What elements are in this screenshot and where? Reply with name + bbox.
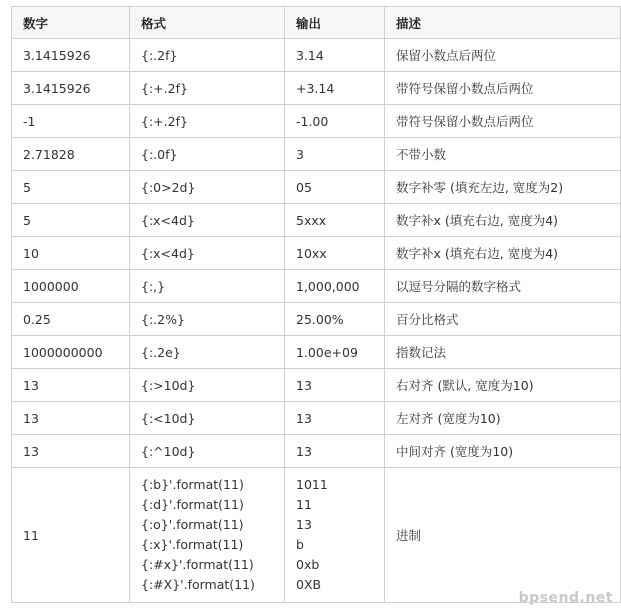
table-row-base bbox=[12, 468, 621, 603]
output-line: 0xb bbox=[296, 557, 320, 572]
table-row bbox=[12, 369, 621, 402]
cell-format: {:>10d} bbox=[130, 369, 285, 402]
format-line: {:b}'.format(11) bbox=[141, 477, 244, 492]
cell-output: -1.00 bbox=[285, 105, 385, 138]
cell-output-list bbox=[285, 468, 385, 603]
cell-number: -1 bbox=[12, 105, 130, 138]
table-row bbox=[12, 39, 621, 72]
format-line: {:x}'.format(11) bbox=[141, 537, 244, 552]
cell-description: 保留小数点后两位 bbox=[385, 39, 621, 72]
cell-number: 5 bbox=[12, 171, 130, 204]
cell-format: {:<10d} bbox=[130, 402, 285, 435]
cell-description: 带符号保留小数点后两位 bbox=[385, 105, 621, 138]
cell-description: 指数记法 bbox=[385, 336, 621, 369]
table-row bbox=[12, 204, 621, 237]
cell-output: 1.00e+09 bbox=[285, 336, 385, 369]
cell-format-list bbox=[130, 468, 285, 603]
header-format: 格式 bbox=[130, 7, 285, 39]
cell-number: 13 bbox=[12, 435, 130, 468]
cell-format: {:^10d} bbox=[130, 435, 285, 468]
cell-format: {:.2%} bbox=[130, 303, 285, 336]
header-number: 数字 bbox=[12, 7, 130, 39]
cell-format: {:0>2d} bbox=[130, 171, 285, 204]
output-line: 11 bbox=[296, 497, 312, 512]
cell-description: 以逗号分隔的数字格式 bbox=[385, 270, 621, 303]
cell-number: 2.71828 bbox=[12, 138, 130, 171]
cell-description: 带符号保留小数点后两位 bbox=[385, 72, 621, 105]
cell-format: {:+.2f} bbox=[130, 105, 285, 138]
cell-format: {:+.2f} bbox=[130, 72, 285, 105]
header-output: 输出 bbox=[285, 7, 385, 39]
table-row bbox=[12, 303, 621, 336]
cell-output: 3 bbox=[285, 138, 385, 171]
cell-output: 10xx bbox=[285, 237, 385, 270]
table-row bbox=[12, 105, 621, 138]
cell-description: 左对齐 (宽度为10) bbox=[385, 402, 621, 435]
cell-format: {:.2e} bbox=[130, 336, 285, 369]
cell-output: 25.00% bbox=[285, 303, 385, 336]
cell-description: 进制 bbox=[385, 468, 621, 603]
table-row bbox=[12, 171, 621, 204]
cell-output: 1,000,000 bbox=[285, 270, 385, 303]
cell-output: 05 bbox=[285, 171, 385, 204]
table-row bbox=[12, 336, 621, 369]
cell-format: {:.0f} bbox=[130, 138, 285, 171]
cell-description: 数字补x (填充右边, 宽度为4) bbox=[385, 204, 621, 237]
format-table bbox=[11, 6, 621, 603]
cell-description: 中间对齐 (宽度为10) bbox=[385, 435, 621, 468]
table-header-row bbox=[12, 7, 621, 39]
format-line: {:d}'.format(11) bbox=[141, 497, 244, 512]
header-description: 描述 bbox=[385, 7, 621, 39]
cell-number: 1000000000 bbox=[12, 336, 130, 369]
output-line: 1011 bbox=[296, 477, 328, 492]
cell-description: 右对齐 (默认, 宽度为10) bbox=[385, 369, 621, 402]
cell-format: {:.2f} bbox=[130, 39, 285, 72]
cell-description: 数字补零 (填充左边, 宽度为2) bbox=[385, 171, 621, 204]
table-row bbox=[12, 402, 621, 435]
cell-number: 13 bbox=[12, 402, 130, 435]
cell-output: 13 bbox=[285, 435, 385, 468]
cell-number: 3.1415926 bbox=[12, 72, 130, 105]
table-row bbox=[12, 72, 621, 105]
cell-number: 10 bbox=[12, 237, 130, 270]
cell-description: 数字补x (填充右边, 宽度为4) bbox=[385, 237, 621, 270]
format-line: {:o}'.format(11) bbox=[141, 517, 244, 532]
cell-number: 3.1415926 bbox=[12, 39, 130, 72]
cell-number: 13 bbox=[12, 369, 130, 402]
table-body bbox=[12, 39, 621, 603]
cell-output: 3.14 bbox=[285, 39, 385, 72]
table-row bbox=[12, 237, 621, 270]
table-row bbox=[12, 138, 621, 171]
table-row bbox=[12, 435, 621, 468]
output-line: b bbox=[296, 537, 304, 552]
watermark: bpsend.net bbox=[518, 590, 613, 606]
format-line: {:#x}'.format(11) bbox=[141, 557, 254, 572]
output-line: 0XB bbox=[296, 577, 322, 592]
cell-output: +3.14 bbox=[285, 72, 385, 105]
cell-output: 5xxx bbox=[285, 204, 385, 237]
cell-number: 1000000 bbox=[12, 270, 130, 303]
cell-format: {:x<4d} bbox=[130, 237, 285, 270]
cell-format: {:,} bbox=[130, 270, 285, 303]
cell-description: 百分比格式 bbox=[385, 303, 621, 336]
cell-format: {:x<4d} bbox=[130, 204, 285, 237]
cell-number: 5 bbox=[12, 204, 130, 237]
cell-number: 11 bbox=[12, 468, 130, 603]
cell-output: 13 bbox=[285, 369, 385, 402]
table-row bbox=[12, 270, 621, 303]
format-line: {:#X}'.format(11) bbox=[141, 577, 255, 592]
cell-number: 0.25 bbox=[12, 303, 130, 336]
output-line: 13 bbox=[296, 517, 312, 532]
cell-description: 不带小数 bbox=[385, 138, 621, 171]
cell-output: 13 bbox=[285, 402, 385, 435]
